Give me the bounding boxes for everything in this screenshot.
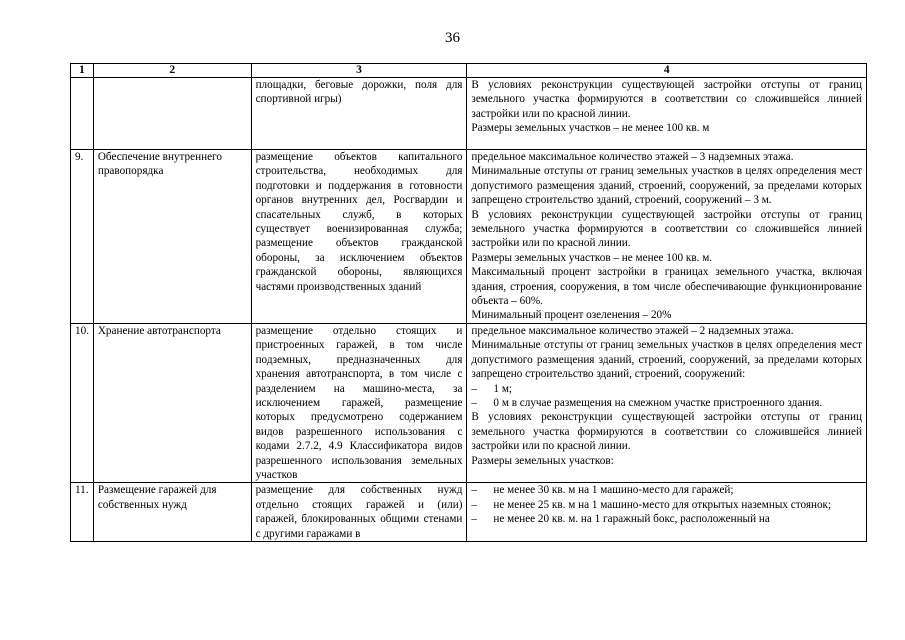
row-number: 10.	[71, 323, 94, 482]
page-number: 36	[445, 30, 460, 46]
param-line: В условиях реконструкции существующей застройки отступы от границ земельного участка формируются в соответствии со сложившейся линией застройки или по красной линии.	[471, 208, 862, 250]
dash-text: 0 м в случае размещения на смежном участке пристроенного здания.	[493, 396, 823, 409]
param-line: Максимальный процент застройки в границах земельного участка, включая здания, строения, сооружения, в том числе обеспечивающие функционирование объекта – 60%.	[471, 266, 862, 308]
row-number: 9.	[71, 150, 94, 324]
row-params	[467, 150, 867, 324]
dash-mark: –	[471, 396, 478, 409]
table-row	[71, 150, 867, 324]
dash-item	[471, 483, 862, 497]
header-col-4: 4	[467, 64, 867, 78]
dash-item	[471, 382, 862, 396]
param-line: Размеры земельных участков – не менее 100 кв. м.	[471, 251, 713, 264]
dash-text: 1 м;	[493, 382, 513, 395]
dash-text: не менее 20 кв. м. на 1 гаражный бокс, расположенный на	[493, 513, 770, 526]
param-line: Размеры земельных участков – не менее 100 кв. м	[471, 122, 710, 135]
param-line: Размеры земельных участков:	[471, 454, 614, 467]
row-description: площадки, беговые дорожки, поля для спортивной игры)	[251, 78, 467, 150]
dash-text: не менее 25 кв. м на 1 машино-место для открытых наземных стоянок;	[493, 498, 832, 511]
param-line: В условиях реконструкции существующей застройки отступы от границ земельного участка формируются в соответствии со сложившейся линией застройки или по красной линии.	[471, 411, 862, 453]
param-line: Минимальный процент озеленения – 20%	[471, 309, 672, 322]
header-col-1: 1	[71, 64, 94, 78]
row-name	[93, 78, 251, 150]
row-description: размещение для собственных нужд отдельно стоящих гаражей и (или) гаражей, блокированных общими стенами с другими гаражами в	[251, 483, 467, 542]
row-number	[71, 78, 94, 150]
row-name: Размещение гаражей для собственных нужд	[93, 483, 251, 542]
header-col-2: 2	[93, 64, 251, 78]
zoning-table	[70, 63, 867, 542]
dash-mark: –	[471, 498, 478, 511]
row-name: Хранение автотранспорта	[93, 323, 251, 482]
row-params	[467, 78, 867, 150]
table-row	[71, 323, 867, 482]
param-line: Минимальные отступы от границ земельных участков в целях определения мест допустимого размещения зданий, строений, сооружений, за пределами которых запрещено строительство зданий, строений, сооружений – 3 м.	[471, 165, 862, 207]
dash-item	[471, 512, 862, 526]
dash-item	[471, 396, 862, 410]
dash-mark: –	[471, 484, 478, 497]
row-name: Обеспечение внутреннего правопорядка	[93, 150, 251, 324]
row-description: размещение отдельно стоящих и пристроенных гаражей, в том числе подземных, предназначенных для хранения автотранспорта, в том числе с разделением на машино-места, за исключением гаражей, размещение которых предусмотрено содержанием видов разрешенного использования с кодами 2.7.2, 4.9 Классификатора видов разрешенного использования земельных участков	[251, 323, 467, 482]
dash-mark: –	[471, 513, 478, 526]
param-line: предельное максимальное количество этажей – 3 надземных этажа.	[471, 151, 794, 163]
header-row	[71, 64, 867, 78]
table-row	[71, 78, 867, 150]
header-col-3: 3	[251, 64, 467, 78]
table-row	[71, 483, 867, 542]
dash-item	[471, 498, 862, 512]
row-params	[467, 323, 867, 482]
param-line: Минимальные отступы от границ земельных участков в целях определения мест допустимого размещения зданий, строений, сооружений, за пределами которых запрещено строительство зданий, строений, сооружений:	[471, 339, 862, 381]
dash-text: не менее 30 кв. м на 1 машино-место для гаражей;	[493, 484, 734, 497]
param-line: предельное максимальное количество этажей – 2 надземных этажа.	[471, 324, 794, 337]
param-line: В условиях реконструкции существующей застройки отступы от границ земельного участка формируются в соответствии со сложившейся линией застройки или по красной линии.	[471, 79, 862, 120]
row-description: размещение объектов капитального строительства, необходимых для подготовки и поддержания в готовности органов внутренних дел, Росгвардии и спасательных служб, в которых существует военизированная служба; размещение объектов гражданской обороны, за исключением объектов гражданской обороны, являющихся частями производственных зданий	[251, 150, 467, 324]
row-number: 11.	[71, 483, 94, 542]
row-params	[467, 483, 867, 542]
dash-mark: –	[471, 382, 478, 395]
